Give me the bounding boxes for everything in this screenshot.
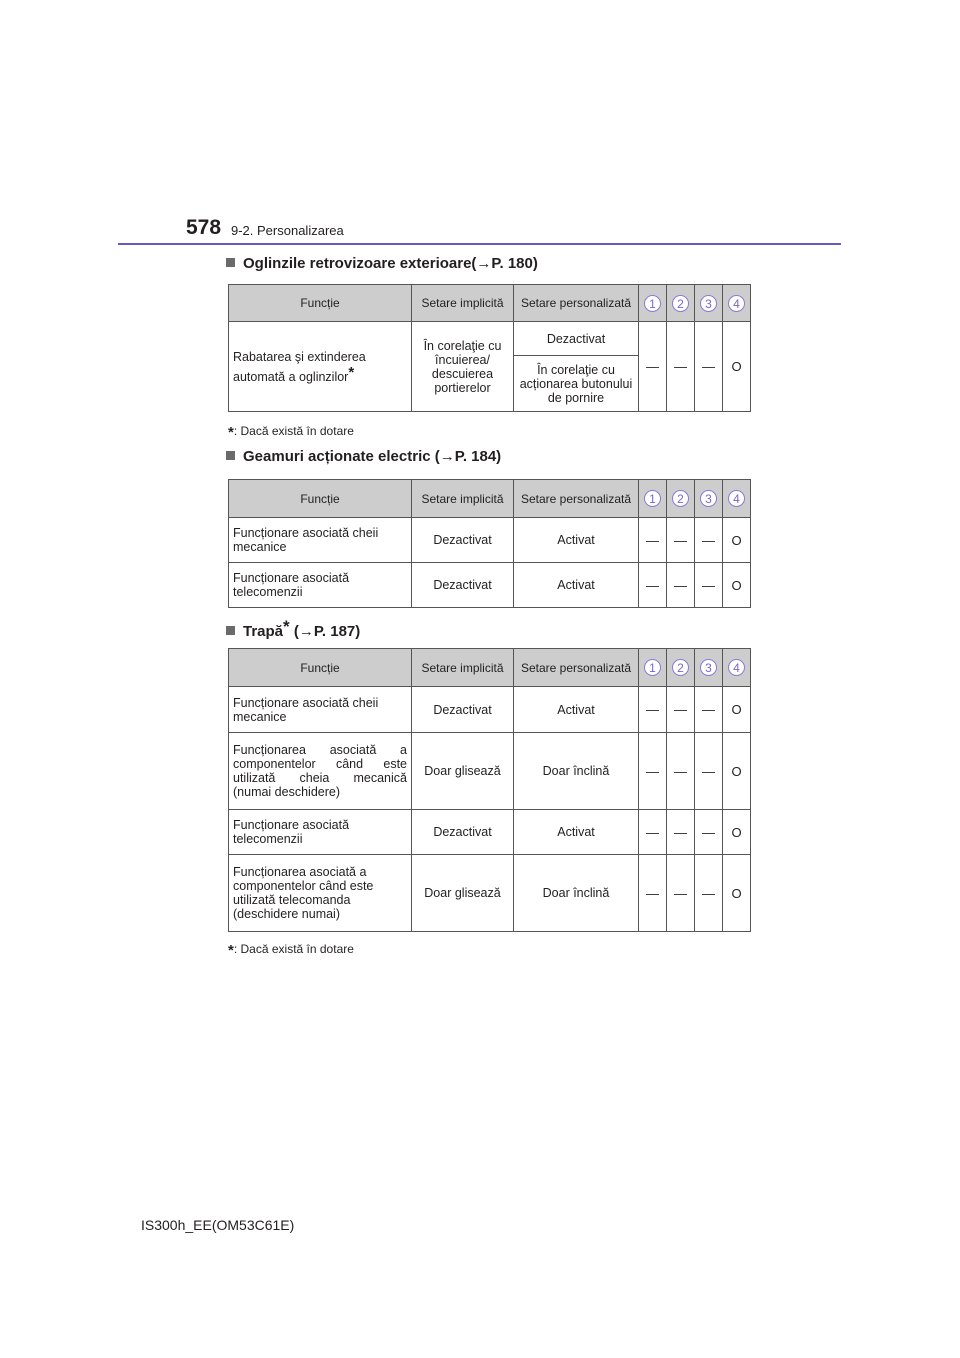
- document-code: IS300h_EE(OM53C61E): [141, 1217, 295, 1233]
- mark-cell: —: [695, 733, 723, 810]
- section-title-windows: Geamuri acționate electric (→P. 184): [226, 448, 501, 465]
- table-row: [229, 518, 751, 563]
- header-rule: [118, 243, 841, 245]
- header-implicit: Setare implicită: [412, 649, 514, 687]
- page-number: 578: [186, 216, 222, 239]
- header-col-2: 2: [667, 480, 695, 518]
- function-cell: Funcționare asociată cheii mecanice: [229, 687, 412, 733]
- default-cell: Doar glisează: [412, 855, 514, 932]
- header-functie: Funcție: [229, 480, 412, 518]
- mark-cell: —: [639, 563, 667, 608]
- custom-cell: Activat: [514, 518, 639, 563]
- header-col-3: 3: [695, 480, 723, 518]
- default-cell: Dezactivat: [412, 687, 514, 733]
- header-col-4: 4: [723, 649, 751, 687]
- custom-cell: Doar înclină: [514, 855, 639, 932]
- mark-cell: O: [723, 563, 751, 608]
- mark-cell: —: [695, 322, 723, 412]
- function-cell: Funcționarea asociată a componentelor când este utilizată cheia mecanică (numai deschidere): [229, 733, 412, 810]
- mark-cell: —: [695, 810, 723, 855]
- mirrors-option1-cell: Dezactivat: [514, 322, 639, 356]
- custom-cell: Activat: [514, 563, 639, 608]
- header-personalizat: Setare personalizată: [514, 285, 639, 322]
- header-col-3: 3: [695, 649, 723, 687]
- bullet-square-icon: [226, 451, 235, 460]
- header-col-4: 4: [723, 480, 751, 518]
- mark-cell: —: [667, 518, 695, 563]
- mirrors-table: [228, 284, 751, 412]
- table-row: [229, 810, 751, 855]
- header-personalizat: Setare personalizată: [514, 480, 639, 518]
- header-implicit: Setare implicită: [412, 480, 514, 518]
- table-row: [229, 563, 751, 608]
- mark-cell: —: [667, 322, 695, 412]
- header-col-1: 1: [639, 649, 667, 687]
- mark-cell: —: [695, 518, 723, 563]
- windows-table: [228, 479, 751, 608]
- function-cell: Funcționare asociată telecomenzii: [229, 810, 412, 855]
- mark-cell: O: [723, 322, 751, 412]
- header-col-4: 4: [723, 285, 751, 322]
- bullet-square-icon: [226, 626, 235, 635]
- default-cell: Doar glisează: [412, 733, 514, 810]
- table-header-row: [229, 285, 751, 322]
- default-cell: Dezactivat: [412, 563, 514, 608]
- footnote-sunroof: *: Dacă există în dotare: [228, 942, 354, 959]
- table-row: [229, 687, 751, 733]
- custom-cell: Activat: [514, 810, 639, 855]
- table-row: [229, 855, 751, 932]
- table-row: [229, 322, 751, 356]
- default-cell: Dezactivat: [412, 518, 514, 563]
- header-functie: Funcție: [229, 649, 412, 687]
- header-col-1: 1: [639, 480, 667, 518]
- mark-cell: —: [639, 733, 667, 810]
- mark-cell: —: [639, 687, 667, 733]
- header-col-1: 1: [639, 285, 667, 322]
- mark-cell: —: [667, 563, 695, 608]
- header-implicit: Setare implicită: [412, 285, 514, 322]
- table-row: [229, 733, 751, 810]
- mirrors-function-cell: Rabatarea şi extinderea automată a oglinzilor*: [229, 322, 412, 412]
- header-personalizat: Setare personalizată: [514, 649, 639, 687]
- header-col-2: 2: [667, 285, 695, 322]
- function-cell: Funcționare asociată cheii mecanice: [229, 518, 412, 563]
- default-cell: Dezactivat: [412, 810, 514, 855]
- mark-cell: —: [639, 322, 667, 412]
- section-title-sunroof: Trapă* (→P. 187): [226, 617, 360, 640]
- header-col-2: 2: [667, 649, 695, 687]
- mark-cell: —: [667, 855, 695, 932]
- bullet-square-icon: [226, 258, 235, 267]
- footnote-mirrors: *: Dacă există în dotare: [228, 424, 354, 441]
- mark-cell: O: [723, 518, 751, 563]
- mark-cell: —: [695, 855, 723, 932]
- mark-cell: —: [639, 518, 667, 563]
- mark-cell: —: [695, 563, 723, 608]
- header-col-3: 3: [695, 285, 723, 322]
- header-functie: Funcție: [229, 285, 412, 322]
- sunroof-table: [228, 648, 751, 932]
- table-header-row: [229, 480, 751, 518]
- function-cell: Funcționarea asociată a componentelor când este utilizată telecomanda (deschidere numai): [229, 855, 412, 932]
- custom-cell: Activat: [514, 687, 639, 733]
- mark-cell: —: [667, 687, 695, 733]
- mark-cell: —: [667, 733, 695, 810]
- mark-cell: —: [667, 810, 695, 855]
- mark-cell: O: [723, 687, 751, 733]
- mark-cell: O: [723, 855, 751, 932]
- function-cell: Funcționare asociată telecomenzii: [229, 563, 412, 608]
- table-header-row: [229, 649, 751, 687]
- chapter-title: 9-2. Personalizarea: [231, 223, 344, 238]
- mark-cell: O: [723, 810, 751, 855]
- custom-cell: Doar înclină: [514, 733, 639, 810]
- mark-cell: —: [639, 810, 667, 855]
- mirrors-default-cell: În corelaţie cu încuierea/ descuierea portierelor: [412, 322, 514, 412]
- section-title-mirrors: Oglinzile retrovizoare exterioare(→P. 180): [226, 255, 538, 272]
- mark-cell: O: [723, 733, 751, 810]
- mark-cell: —: [639, 855, 667, 932]
- mark-cell: —: [695, 687, 723, 733]
- mirrors-option2-cell: În corelaţie cu acționarea butonului de pornire: [514, 356, 639, 412]
